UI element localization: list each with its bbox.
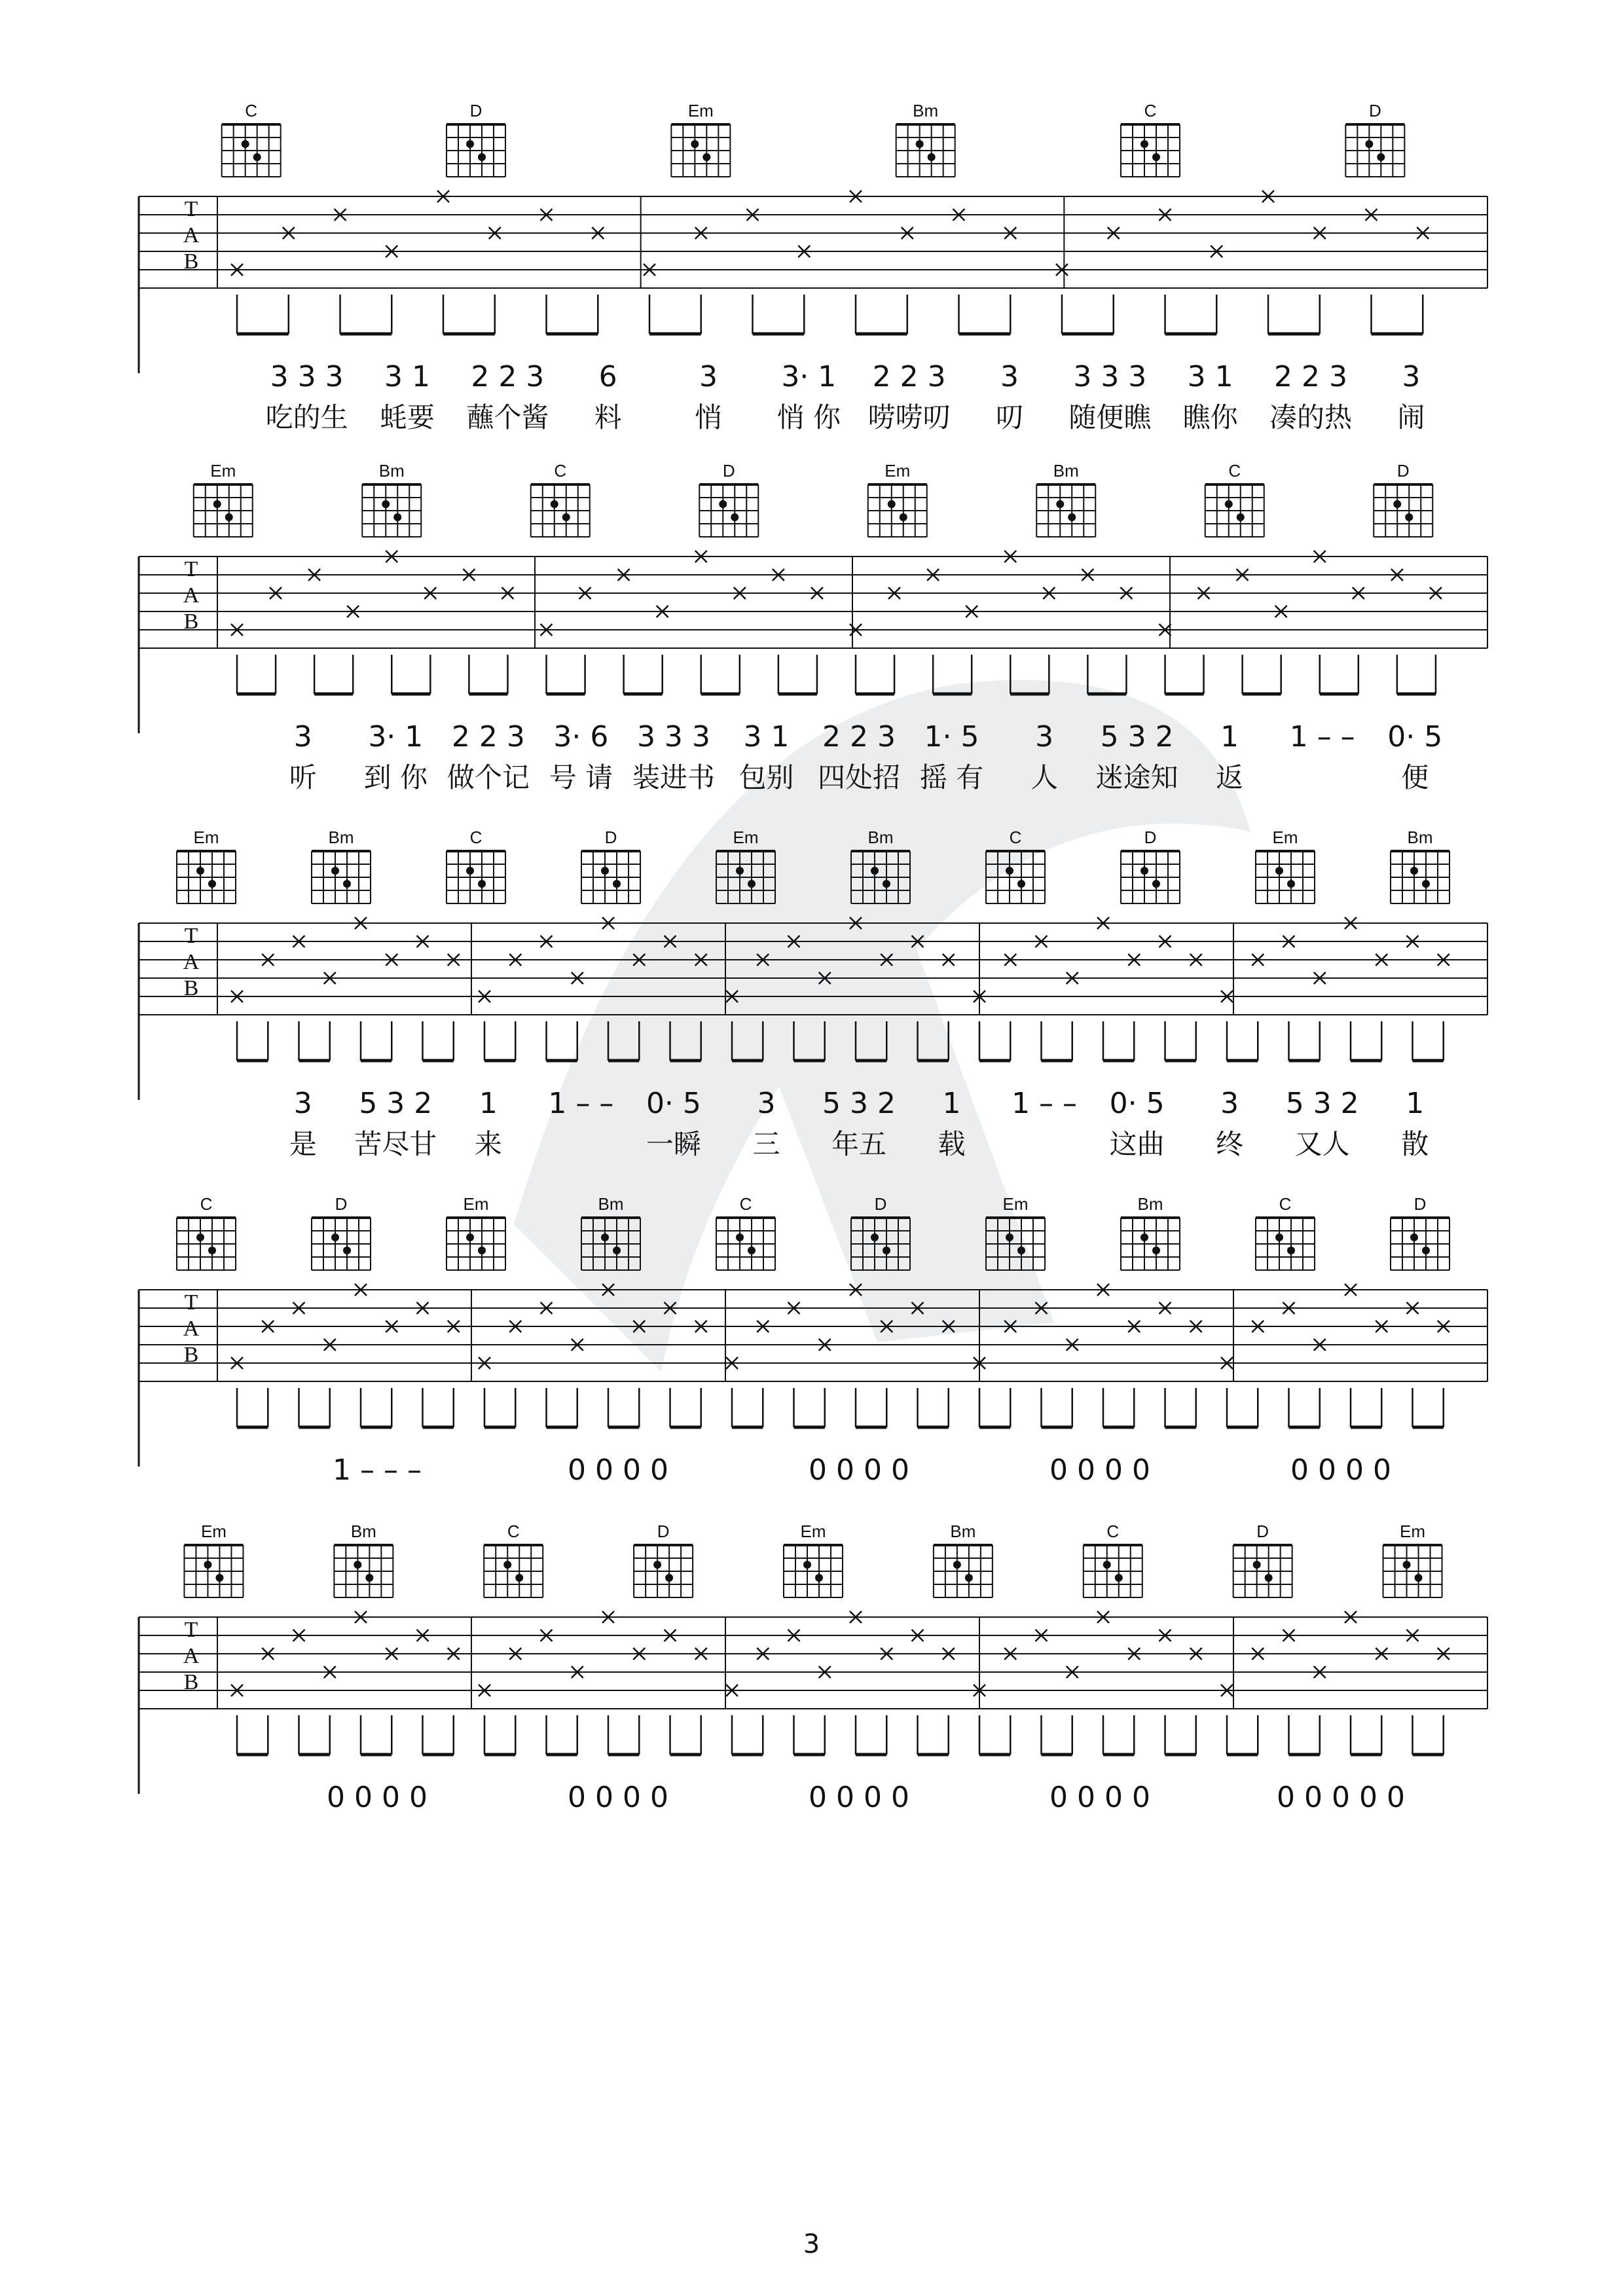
notation-group: 1 – – [1012,1087,1078,1120]
chord-diagram [1121,828,1180,903]
chord-diagram [334,1522,393,1597]
notation-group: 0 0 0 0 0 [1277,1781,1405,1814]
chord-name: D [1256,1522,1269,1541]
chord-name: Bm [378,461,405,481]
lyric-group: 号 请 [549,761,613,793]
chord-diagram [716,828,775,903]
chord-diagram [1036,461,1095,537]
chord-name: Bm [350,1522,376,1541]
lyric-group: 随便瞧 [1068,401,1152,433]
chord-diagram [177,828,236,903]
notation-group: 3 [699,360,718,393]
lyric-group: 四处招 [817,761,901,793]
chord-diagram [1233,1522,1292,1597]
chord-name: C [1106,1522,1120,1541]
chord-name: C [1279,1194,1292,1214]
tab-clef: B [183,1670,199,1694]
chord-name: Em [1272,828,1298,847]
chord-diagram [581,828,640,903]
chord-name: Bm [328,828,354,847]
lyric-group: 唠唠叨 [867,401,951,433]
chord-name: C [1009,828,1022,847]
chord-name: C [1228,461,1241,481]
lyric-group: 做个记 [447,761,530,793]
notation-group: 2 2 3 [872,360,946,393]
chord-diagram [447,101,505,177]
notation-group: 5 3 2 [1100,720,1174,754]
lyric-group: 迷途知 [1095,761,1178,793]
chord-diagram [1256,1194,1315,1270]
chord-name: C [469,828,483,847]
notation-group: 0· 5 [1387,720,1443,754]
notation-group: 0 0 0 0 [327,1781,428,1814]
notation-group: 0 0 0 0 [1049,1453,1150,1487]
notation-group: 3 3 3 [636,720,710,754]
chord-name: C [554,461,567,481]
chord-name: C [739,1194,752,1214]
tab-clef: A [183,1644,200,1668]
chord-diagram [447,828,505,903]
tab-clef: T [184,924,198,948]
chord-name: D [722,461,735,481]
tab-clef: B [183,976,199,1000]
chord-name: Bm [598,1194,624,1214]
lyric-group: 闹 [1397,401,1425,433]
tab-system [0,1192,1623,1519]
tab-clef: A [183,583,200,608]
notation-group: 0 0 0 0 [568,1453,668,1487]
chord-diagram [784,1522,843,1597]
tab-clef: B [183,1343,199,1367]
lyric-group: 凑的热 [1269,401,1353,433]
chord-name: C [507,1522,520,1541]
chord-diagram [1383,1522,1442,1597]
chord-name: Bm [1407,828,1433,847]
lyric-group: 蘸个酱 [466,401,549,433]
notation-group: 2 2 3 [471,360,545,393]
chord-diagram [1084,1522,1142,1597]
lyric-group: 瞧你 [1182,401,1238,433]
notation-group: 0 0 0 0 [809,1453,909,1487]
notation-group: 3 1 [384,360,430,393]
chord-diagram [716,1194,775,1270]
chord-name: D [335,1194,348,1214]
tab-clef: T [184,197,198,221]
notation-group: 1 – – – [333,1453,422,1487]
notation-group: 1 – – [548,1087,614,1120]
lyric-group: 叨 [995,401,1024,433]
notation-group: 5 3 2 [822,1087,896,1120]
chord-diagram [447,1194,505,1270]
chord-diagram [484,1522,543,1597]
chord-diagram [1374,461,1432,537]
notation-group: 1 [942,1087,961,1120]
tab-system [0,825,1623,1192]
lyric-group: 年五 [831,1128,887,1160]
lyric-group: 苦尽甘 [354,1128,437,1160]
notation-group: 3 [1035,720,1054,754]
notation-group: 3 3 3 [1073,360,1147,393]
notation-group: 3 1 [1187,360,1233,393]
chord-diagram [312,1194,371,1270]
lyric-group: 终 [1216,1128,1244,1160]
chord-diagram [986,1194,1045,1270]
chord-diagram [184,1522,243,1597]
chord-diagram [1391,828,1450,903]
chord-name: Em [463,1194,489,1214]
chord-diagram [1121,1194,1180,1270]
notation-group: 3 [1000,360,1019,393]
lyric-group: 三 [752,1128,780,1160]
notation-group: 3 [293,1087,312,1120]
lyric-group: 悄 [694,401,723,433]
notation-group: 2 2 3 [822,720,896,754]
chord-name: C [245,101,258,120]
notation-group: 5 3 2 [1285,1087,1359,1120]
chord-diagram [896,101,955,177]
tab-clef: T [184,1290,198,1315]
notation-group: 3 3 3 [270,360,344,393]
notation-group: 2 2 3 [1274,360,1347,393]
chord-diagram [312,828,371,903]
notation-group: 3 [757,1087,776,1120]
notation-group: 3 [293,720,312,754]
chord-diagram [851,828,910,903]
lyric-group: 听 [289,761,317,793]
chord-name: D [1144,828,1157,847]
notation-group: 0· 5 [646,1087,701,1120]
chord-diagram [934,1522,993,1597]
tab-clef: A [183,1317,200,1341]
chord-name: D [1413,1194,1427,1214]
chord-diagram [1121,101,1180,177]
lyric-group: 吃的生 [265,401,348,433]
lyric-group: 蚝要 [379,401,435,433]
chord-diagram [1205,461,1264,537]
chord-name: Em [200,1522,227,1541]
chord-name: Bm [1137,1194,1163,1214]
chord-diagram [194,461,253,537]
lyric-group: 料 [594,401,622,433]
notation-group: 0 0 0 0 [809,1781,909,1814]
chord-diagram [362,461,421,537]
notation-group: 6 [598,360,617,393]
lyric-group: 来 [474,1128,502,1160]
chord-name: Em [800,1522,826,1541]
chord-name: Em [210,461,236,481]
notation-group: 0 0 0 0 [568,1781,668,1814]
notation-group: 3· 1 [368,720,424,754]
chord-name: D [874,1194,887,1214]
notation-group: 0 0 0 0 [1049,1781,1150,1814]
tab-system [0,458,1623,825]
lyric-group: 便 [1401,761,1429,793]
notation-group: 0 0 0 0 [1290,1453,1391,1487]
notation-group: 3 [1402,360,1421,393]
chord-diagram [986,828,1045,903]
lyric-group: 是 [289,1128,317,1160]
lyric-group: 包别 [739,761,794,793]
lyric-group: 返 [1216,761,1244,793]
chord-diagram [634,1522,693,1597]
chord-name: D [1396,461,1410,481]
tab-system [0,98,1623,465]
notation-group: 1 [479,1087,498,1120]
lyric-group: 悄 你 [776,401,841,433]
chord-name: Bm [950,1522,976,1541]
chord-name: C [1144,101,1157,120]
chord-diagram [868,461,927,537]
chord-name: Em [1400,1522,1426,1541]
chord-diagram [581,1194,640,1270]
notation-group: 0· 5 [1109,1087,1165,1120]
chord-diagram [671,101,730,177]
chord-name: C [200,1194,213,1214]
lyric-group: 到 你 [363,761,428,793]
chord-name: Em [193,828,219,847]
lyric-group: 载 [938,1128,966,1160]
lyric-group: 摇 有 [919,761,984,793]
lyric-group: 人 [1030,761,1059,793]
notation-group: 1· 5 [924,720,979,754]
chord-diagram [177,1194,236,1270]
chord-name: Em [733,828,759,847]
lyric-group: 散 [1401,1128,1429,1160]
lyric-group: 又人 [1294,1128,1350,1160]
chord-name: Bm [913,101,939,120]
tab-system [0,1519,1623,1846]
notation-group: 3· 1 [781,360,837,393]
notation-group: 5 3 2 [359,1087,433,1120]
chord-name: Em [1002,1194,1029,1214]
chord-diagram [699,461,758,537]
chord-name: Bm [867,828,894,847]
chord-name: Bm [1053,461,1079,481]
chord-name: D [469,101,483,120]
page-number: 3 [803,2229,820,2259]
tab-clef: A [183,950,200,974]
chord-diagram [531,461,590,537]
chord-diagram [1391,1194,1450,1270]
tab-clef: T [184,1618,198,1642]
tab-clef: A [183,223,200,247]
notation-group: 2 2 3 [451,720,525,754]
chord-name: Em [884,461,911,481]
tab-clef: B [183,249,199,274]
chord-name: Em [687,101,714,120]
lyric-group: 这曲 [1109,1128,1165,1160]
chord-diagram [222,101,281,177]
chord-name: D [604,828,617,847]
tab-clef: B [183,610,199,634]
notation-group: 1 – – [1289,720,1355,754]
notation-group: 1 [1220,720,1239,754]
chord-diagram [1256,828,1315,903]
notation-group: 3· 6 [553,720,609,754]
notation-group: 3 [1220,1087,1239,1120]
chord-name: D [657,1522,670,1541]
notation-group: 1 [1406,1087,1425,1120]
tab-clef: T [184,557,198,581]
chord-diagram [1345,101,1404,177]
lyric-group: 一瞬 [646,1128,701,1160]
chord-name: D [1368,101,1381,120]
lyric-group: 装进书 [632,761,715,793]
chord-diagram [851,1194,910,1270]
notation-group: 3 1 [743,720,790,754]
